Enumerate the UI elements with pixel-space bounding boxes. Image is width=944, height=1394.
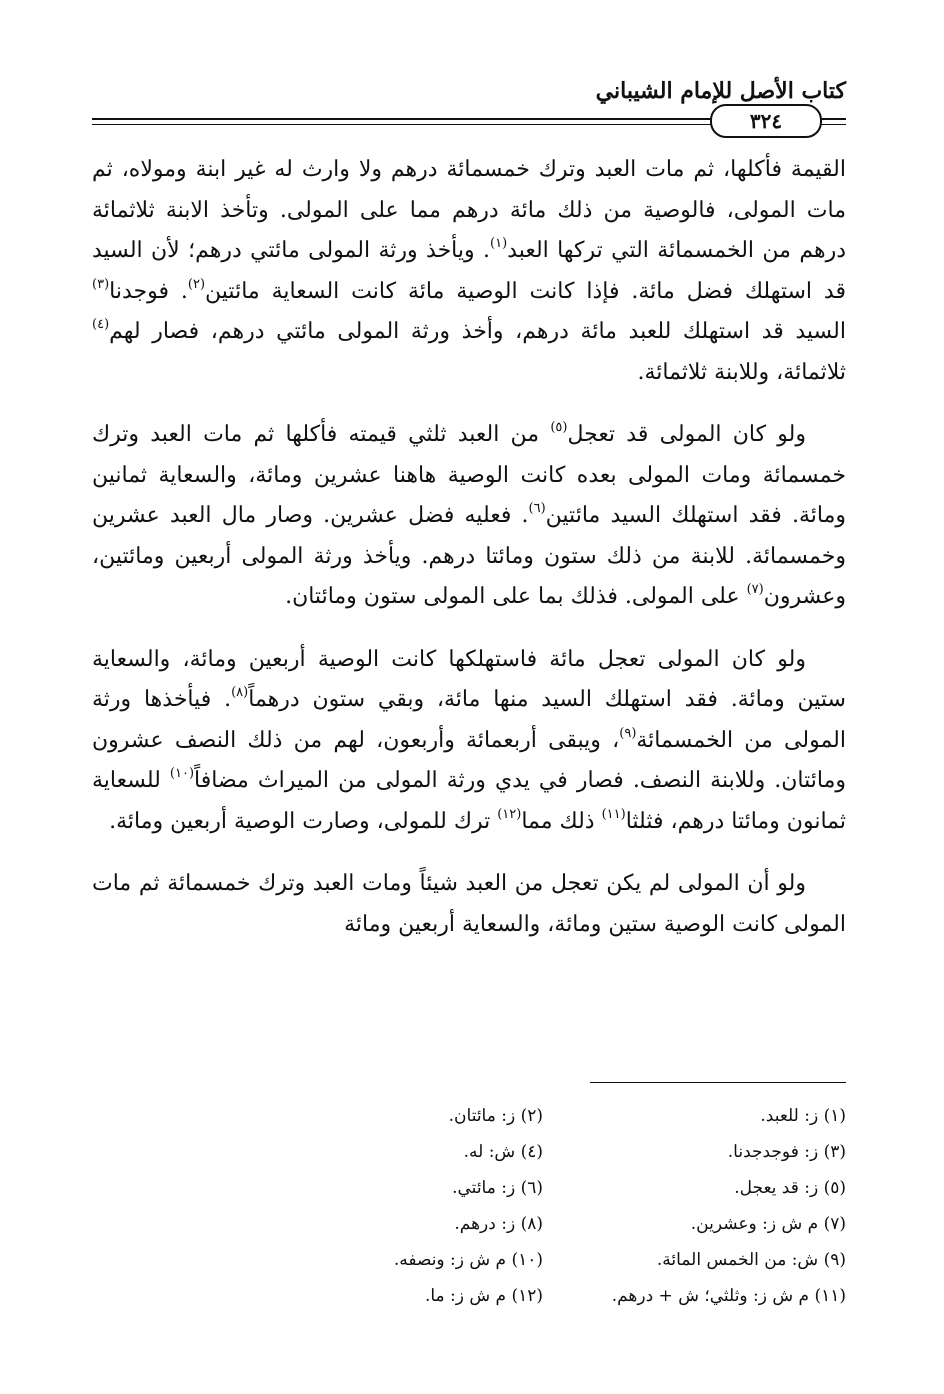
footnote-ref-1: (١)	[490, 236, 508, 251]
footnote-3: (٣) ز: فوجدجدنا.	[727, 1142, 846, 1162]
text-run: ولو كان المولى تعجل مائة فاستهلكها كانت الوصية أربعين ومائة، والسعاية ستين ومائة. فقد استهلك السيد منها مائة، وبقي ستون درهماً	[92, 646, 846, 712]
footnote-1: (١) ز: للعبد.	[760, 1106, 846, 1126]
text-run: ، ويبقى أربعمائة وأربعون، لهم من ذلك النصف عشرون ومائتان. وللابنة النصف. فصار في يدي ورثة المولى من الميراث مضافاً	[92, 727, 846, 793]
text-run: ولو أن المولى لم يكن تعجل من العبد شيئاً ومات العبد وترك خمسمائة ثم مات المولى كانت الوصية ستين ومائة، والسعاية أربعين ومائة	[92, 871, 846, 937]
footnote-ref-11: (١١)	[601, 806, 626, 822]
footnote-5: (٥) ز: قد يعجل.	[734, 1178, 846, 1198]
text-run: على المولى. فذلك بما على المولى ستون ومائتان.	[285, 584, 747, 609]
text-run: . فعليه فضل عشرين. وصار مال العبد عشرين وخمسمائة. للابنة من ذلك ستون ومائتا درهم. ويأخذ ورثة المولى أربعين ومائتين، وعشرون	[92, 503, 846, 609]
text-run: من العبد ثلثي قيمته فأكلها ثم مات العبد وترك خمسمائة ومات المولى بعده كانت الوصية هاهنا عشرين ومائة، والسعاية ثمانين ومائة. فقد استهلك السيد مائتين	[92, 422, 846, 528]
footnote-11: (١١) م ش ز: وثلثي؛ ش + درهم.	[611, 1286, 846, 1306]
paragraph-4	[92, 864, 846, 945]
footnote-ref-2: (٢)	[187, 276, 206, 292]
text-run: القيمة فأكلها، ثم مات العبد وترك خمسمائة درهم ولا وارث له غير ابنة ومولاه، ثم مات المولى، فالوصية من ذلك مائة درهم مما على المولى. وتأخذ الابنة ثلاثمائة درهم من الخمسمائة التي تركها العبد	[92, 157, 846, 263]
footnotes	[240, 1098, 846, 1314]
footnote-8: (٨) ز: درهم.	[454, 1214, 543, 1234]
paragraph-2	[92, 415, 846, 618]
footnote-ref-7: (٧)	[746, 582, 764, 597]
text-run: السيد قد استهلك للعبد مائة درهم، وأخذ ورثة المولى مائتي درهم، فصار لهم	[109, 319, 846, 344]
text-run: للسعاية ثمانون ومائتا درهم، فثلثا	[92, 768, 846, 834]
footnote-10: (١٠) م ش ز: ونصفه.	[393, 1250, 543, 1270]
book-title: كتاب الأصل للإمام الشيباني	[595, 78, 846, 104]
page-number: ٣٢٤	[710, 104, 822, 138]
footnote-9: (٩) ش: من الخمس المائة.	[656, 1250, 846, 1270]
footnote-ref-10: (١٠)	[169, 766, 195, 781]
footnote-ref-6: (٦)	[528, 501, 546, 516]
footnote-12: (١٢) م ش ز: ما.	[424, 1286, 543, 1306]
footnote-ref-4: (٤)	[92, 317, 110, 332]
footnote-ref-5: (٥)	[550, 420, 568, 435]
paragraph-3	[92, 640, 846, 843]
footnote-ref-12: (١٢)	[497, 806, 522, 822]
text-run: . ويأخذ ورثة المولى مائتي درهم؛ لأن السيد قد استهلك فضل مائة. فإذا كانت الوصية مائة كانت السعاية مائتين	[92, 238, 846, 304]
page-header	[92, 78, 846, 134]
main-text	[92, 150, 846, 967]
text-run: . فيأخذها ورثة المولى من الخمسمائة	[92, 687, 846, 753]
paragraph-1	[92, 150, 846, 393]
footnote-ref-8: (٨)	[231, 685, 249, 700]
text-run: ذلك مما	[521, 808, 602, 834]
footnote-4: (٤) ش: له.	[463, 1142, 543, 1162]
footnote-6: (٦) ز: مائتي.	[452, 1178, 543, 1198]
text-run: . فوجدنا	[109, 278, 188, 304]
footnote-7: (٧) م ش ز: وعشرين.	[690, 1214, 846, 1234]
footnote-separator	[590, 1082, 846, 1083]
footnote-ref-3: (٣)	[92, 276, 110, 292]
footnote-2: (٢) ز: مائتان.	[448, 1106, 543, 1126]
text-run: ولو كان المولى قد تعجل	[567, 422, 806, 447]
text-run: ترك للمولى، وصارت الوصية أربعين ومائة.	[109, 808, 498, 834]
footnote-ref-9: (٩)	[619, 725, 637, 741]
text-run: ثلاثمائة، وللابنة ثلاثمائة.	[637, 359, 846, 385]
